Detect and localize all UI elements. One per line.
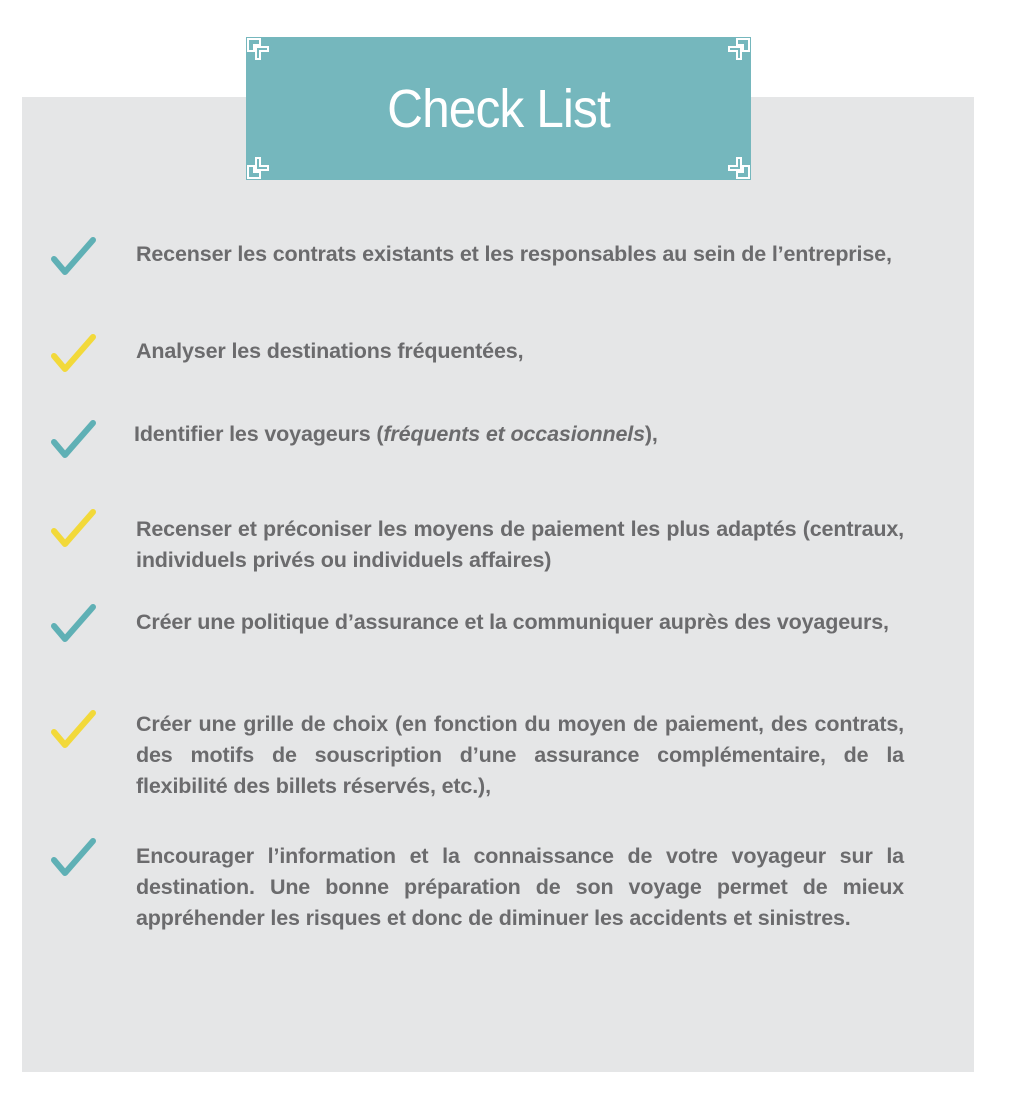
teal-check-icon bbox=[48, 603, 98, 645]
list-item-text: Encourager l’information et la connaissance de votre voyageur sur la destination. Une bonne préparation de son voyage permet de mieux appréhender les risques et donc de diminuer les accidents et sinistres. bbox=[136, 844, 904, 930]
yellow-check-icon bbox=[48, 333, 98, 375]
teal-check-icon bbox=[48, 236, 98, 278]
list-item-text: Créer une grille de choix (en fonction du moyen de paiement, des contrats, des motifs de souscription d’une assurance complémentaire, de la flexibilité des billets réservés, etc.), bbox=[136, 712, 904, 798]
italic-emphasis: fréquents et occasionnels bbox=[383, 422, 645, 446]
list-item-text: Identifier les voyageurs (fréquents et occasionnels), bbox=[134, 422, 658, 446]
teal-check-icon bbox=[48, 419, 98, 461]
list-item-text: Créer une politique d’assurance et la communiquer auprès des voyageurs, bbox=[136, 610, 889, 634]
list-item-text: Analyser les destinations fréquentées, bbox=[136, 339, 524, 363]
list-item-text: Recenser les contrats existants et les responsables au sein de l’entreprise, bbox=[136, 242, 892, 266]
yellow-check-icon bbox=[48, 709, 98, 751]
list-item-text: Recenser et préconiser les moyens de paiement les plus adaptés (centraux, individuels privés ou individuels affaires) bbox=[136, 517, 904, 572]
title-banner bbox=[246, 37, 751, 180]
yellow-check-icon bbox=[48, 508, 98, 550]
teal-check-icon bbox=[48, 837, 98, 879]
page-title: Check List bbox=[387, 78, 610, 139]
